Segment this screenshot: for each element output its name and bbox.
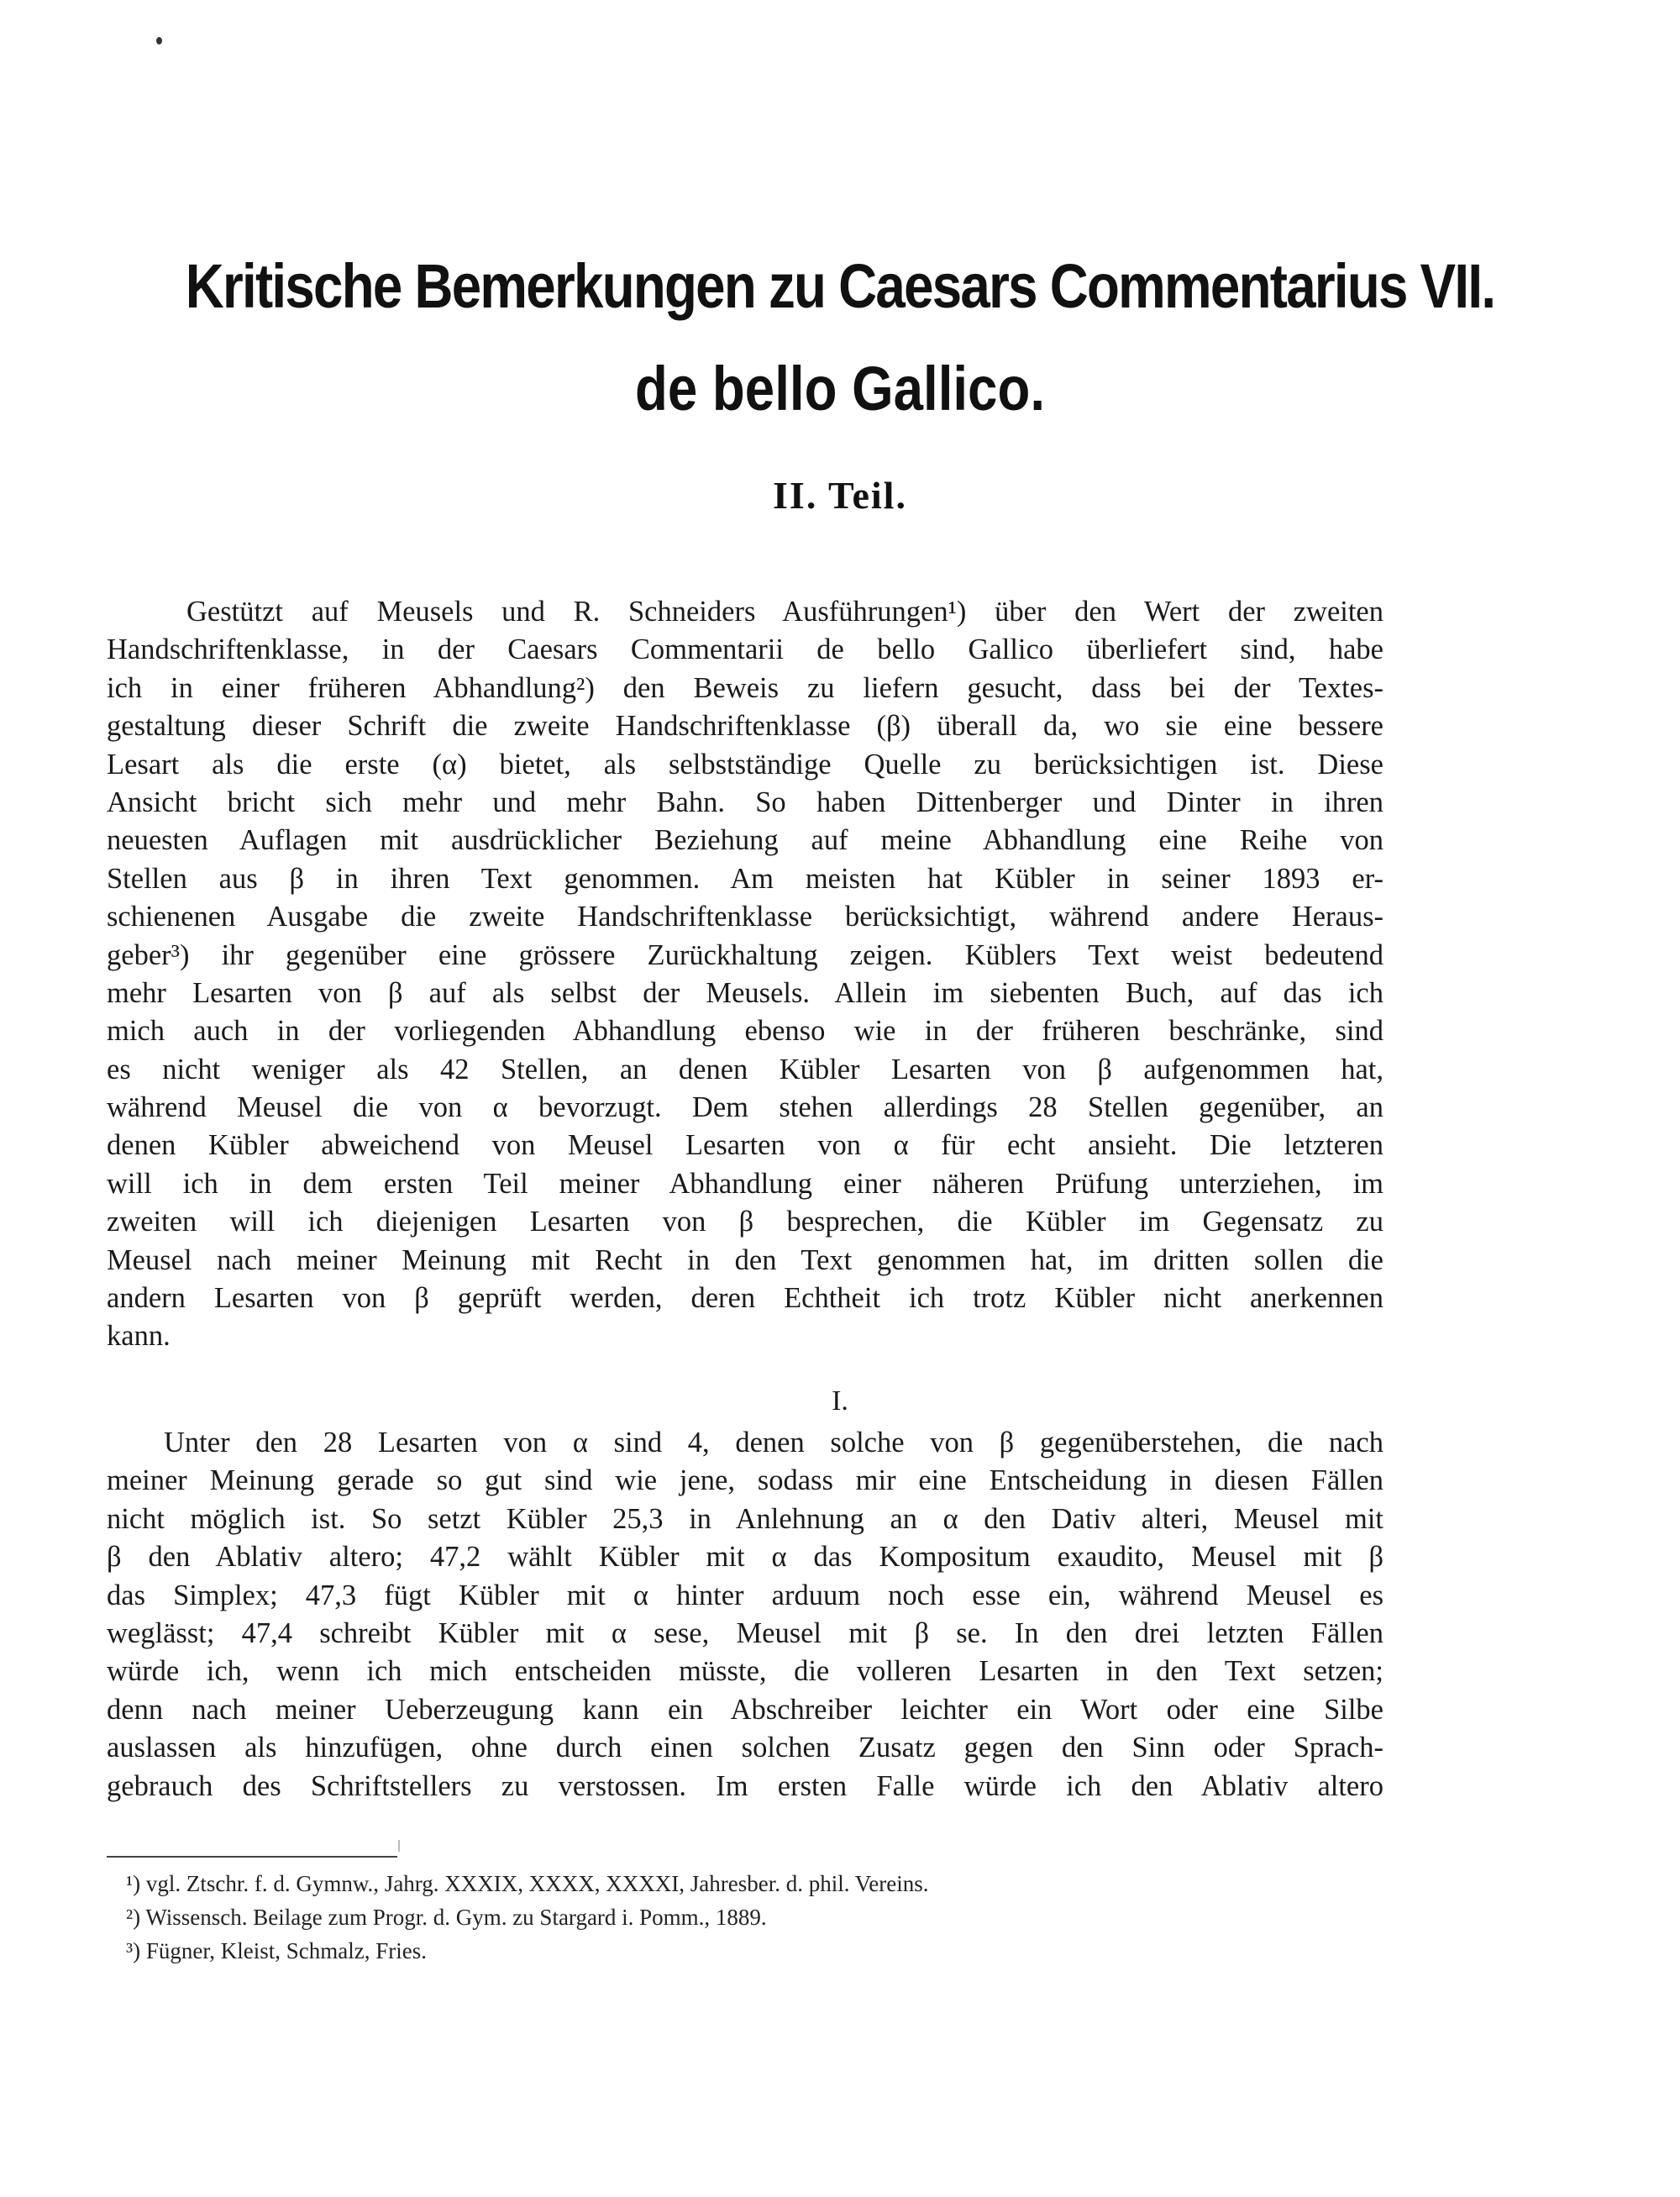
text-line: Meusel nach meiner Meinung mit Recht in den Text genommen hat, im dritten sollen die — [107, 1243, 1383, 1276]
text-line: denn nach meiner Ueberzeugung kann ein Abschreiber leichter ein Wort oder eine Silbe — [107, 1693, 1383, 1726]
footnotes — [126, 1867, 1386, 1968]
text-line: gebrauch des Schriftstellers zu verstossen. Im ersten Falle würde ich den Ablativ altero — [107, 1769, 1383, 1802]
footnote-2: ²) Wissensch. Beilage zum Progr. d. Gym. zu Stargard i. Pomm., 1889. — [126, 1905, 767, 1930]
text-line: auslassen als hinzufügen, ohne durch einen solchen Zusatz gegen den Sinn oder Sprach- — [107, 1732, 1383, 1764]
text-line: andern Lesarten von β geprüft werden, deren Echtheit ich trotz Kübler nicht anerkennen — [107, 1282, 1383, 1315]
section-heading: I. — [832, 1385, 848, 1416]
text-line: weglässt; 47,4 schreibt Kübler mit α sese, Meusel mit β se. In den drei letzten Fällen — [107, 1616, 1383, 1649]
text-line: gestaltung dieser Schrift die zweite Handschriftenklasse (β) überall da, wo sie eine bessere — [107, 710, 1383, 743]
title-line-2: de bello Gallico. — [634, 354, 1046, 423]
text-line: Lesart als die erste (α) bietet, als selbstständige Quelle zu berücksichtigen ist. Diese — [107, 748, 1383, 781]
part-heading: II. Teil. — [773, 474, 907, 517]
text-line: Unter den 28 Lesarten von α sind 4, denen solche von β gegenüberstehen, die nach — [164, 1427, 1383, 1459]
text-line: ich in einer früheren Abhandlung²) den Beweis zu liefern gesucht, dass bei der Textes- — [107, 671, 1383, 704]
title-line-1: Kritische Bemerkungen zu Caesars Commentarius VII. — [185, 251, 1495, 321]
text-line-last: kann. — [107, 1320, 171, 1353]
print-speck — [156, 37, 162, 45]
text-line: Handschriftenklasse, in der Caesars Commentarii de bello Gallico überliefert sind, habe — [107, 633, 1383, 666]
text-line: nicht möglich ist. So setzt Kübler 25,3 in Anlehnung an α den Dativ alteri, Meusel mit — [107, 1502, 1383, 1535]
footnote-3: ³) Fügner, Kleist, Schmalz, Fries. — [126, 1938, 427, 1963]
text-line: während Meusel die von α bevorzugt. Dem stehen allerdings 28 Stellen gegenüber, an — [107, 1091, 1383, 1124]
text-line: geber³) ihr gegenüber eine grössere Zurückhaltung zeigen. Küblers Text weist bedeutend — [107, 938, 1383, 971]
text-line: es nicht weniger als 42 Stellen, an denen Kübler Lesarten von β aufgenommen hat, — [107, 1053, 1383, 1085]
footnote-1: ¹) vgl. Ztschr. f. d. Gymnw., Jahrg. XXXIX, XXXX, XXXXI, Jahresber. d. phil. Vereins. — [126, 1871, 929, 1896]
intro-paragraph — [107, 593, 1383, 1356]
print-mark — [398, 1840, 400, 1852]
section-paragraph — [107, 1424, 1383, 1805]
text-line: schienenen Ausgabe die zweite Handschriftenklasse berücksichtigt, während andere Heraus- — [107, 901, 1383, 933]
text-line: würde ich, wenn ich mich entscheiden müsste, die volleren Lesarten in den Text setzen; — [107, 1655, 1383, 1688]
footnote-separator — [107, 1856, 397, 1858]
text-line: mehr Lesarten von β auf als selbst der Meusels. Allein im siebenten Buch, auf das ich — [107, 976, 1383, 1009]
text-line: Ansicht bricht sich mehr und mehr Bahn. So haben Dittenberger und Dinter in ihren — [107, 786, 1383, 818]
text-line: zweiten will ich diejenigen Lesarten von β besprechen, die Kübler im Gegensatz zu — [107, 1206, 1383, 1238]
text-line: denen Kübler abweichend von Meusel Lesarten von α für echt ansieht. Die letzteren — [107, 1129, 1383, 1162]
text-line: β den Ablativ altero; 47,2 wählt Kübler mit α das Kompositum exaudito, Meusel mit β — [107, 1541, 1383, 1574]
text-line: will ich in dem ersten Teil meiner Abhandlung einer näheren Prüfung unterziehen, im — [107, 1167, 1383, 1200]
text-line: neuesten Auflagen mit ausdrücklicher Beziehung auf meine Abhandlung eine Reihe von — [107, 824, 1383, 857]
text-line: Gestützt auf Meusels und R. Schneiders Ausführungen¹) über den Wert der zweiten — [186, 596, 1383, 628]
text-line: Stellen aus β in ihren Text genommen. Am meisten hat Kübler in seiner 1893 er- — [107, 862, 1383, 895]
text-line: mich auch in der vorliegenden Abhandlung ebenso wie in der früheren beschränke, sind — [107, 1015, 1383, 1048]
text-line: meiner Meinung gerade so gut sind wie jene, sodass mir eine Entscheidung in diesen Fällen — [107, 1464, 1383, 1497]
text-line: das Simplex; 47,3 fügt Kübler mit α hinter arduum noch esse ein, während Meusel es — [107, 1579, 1383, 1611]
